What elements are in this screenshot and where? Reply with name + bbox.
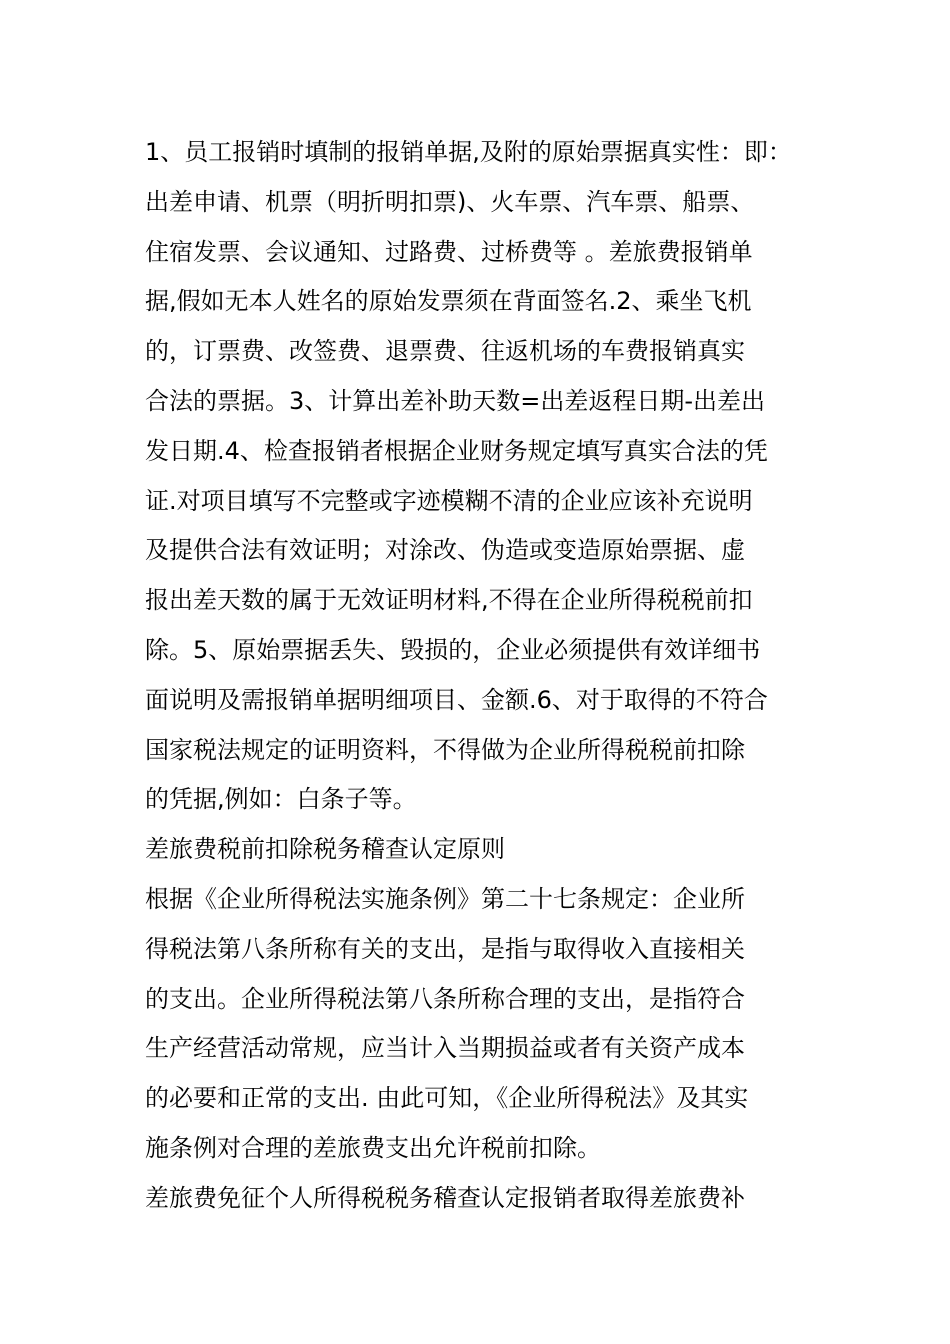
text-line: 报出差天数的属于无效证明材料,不得在企业所得税税前扣 xyxy=(145,586,753,615)
text-line: 证.对项目填写不完整或字迹模糊不清的企业应该补充说明 xyxy=(145,486,753,515)
text-line: 发日期.4、检查报销者根据企业财务规定填写真实合法的凭 xyxy=(145,436,768,465)
section-heading: 差旅费免征个人所得税税务稽查认定报销者取得差旅费补 xyxy=(145,1183,745,1212)
text-line: 住宿发票、会议通知、过路费、过桥费等 。差旅费报销单 xyxy=(145,237,753,266)
text-line: 的支出。企业所得税法第八条所称合理的支出，是指符合 xyxy=(145,984,745,1013)
text-line: 的必要和正常的支出. 由此可知，《企业所得税法》及其实 xyxy=(145,1084,749,1113)
text-line: 得税法第八条所称有关的支出，是指与取得收入直接相关 xyxy=(145,934,745,963)
text-line: 的，订票费、改签费、退票费、往返机场的车费报销真实 xyxy=(145,337,745,366)
text-line: 及提供合法有效证明；对涂改、伪造或变造原始票据、虚 xyxy=(145,536,745,565)
text-line: 生产经营活动常规，应当计入当期损益或者有关资产成本 xyxy=(145,1034,745,1063)
text-line: 根据《企业所得税法实施条例》第二十七条规定：企业所 xyxy=(145,884,745,913)
text-line: 除。5、原始票据丢失、毁损的，企业必须提供有效详细书 xyxy=(145,635,761,664)
text-line: 合法的票据。3、计算出差补助天数=出差返程日期-出差出 xyxy=(145,386,766,415)
text-line: 施条例对合理的差旅费支出允许税前扣除。 xyxy=(145,1133,601,1162)
text-line: 的凭据,例如：白条子等。 xyxy=(145,785,417,814)
text-line: 据,假如无本人姓名的原始发票须在背面签名.2、乘坐飞机 xyxy=(145,287,752,316)
text-line: 国家税法规定的证明资料，不得做为企业所得税税前扣除 xyxy=(145,735,745,764)
text-line: 出差申请、机票（明折明扣票)、火车票、汽车票、船票、 xyxy=(145,187,755,216)
section-heading: 差旅费税前扣除税务稽查认定原则 xyxy=(145,835,505,864)
text-line: 1、员工报销时填制的报销单据,及附的原始票据真实性：即： xyxy=(145,138,792,166)
text-line: 面说明及需报销单据明细项目、金额.6、对于取得的不符合 xyxy=(145,685,768,714)
body-text xyxy=(145,128,845,1224)
